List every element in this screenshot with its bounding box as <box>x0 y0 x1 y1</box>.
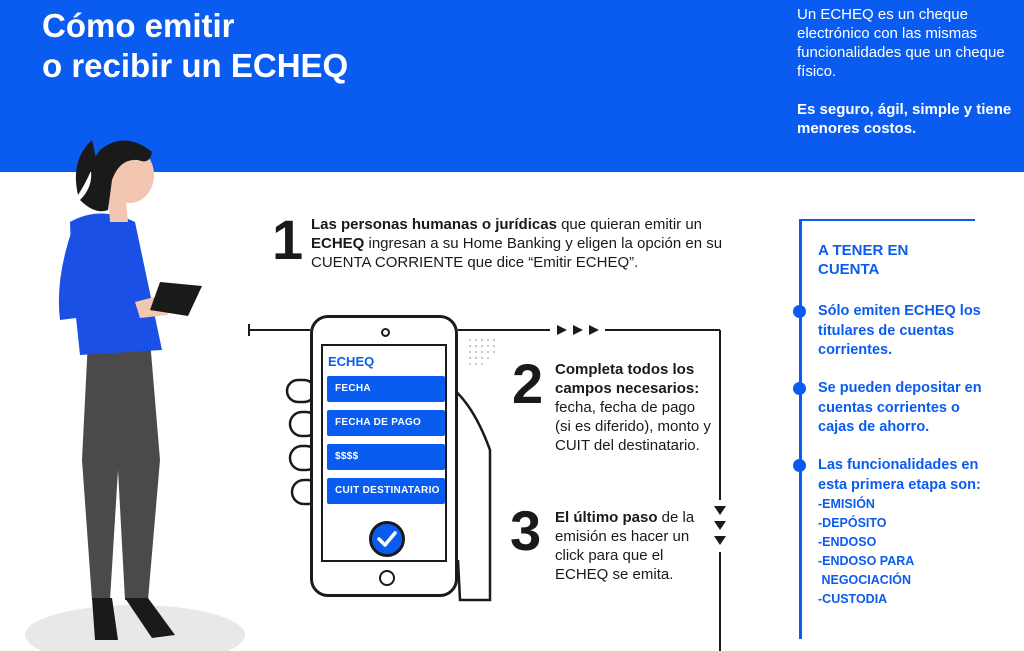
bullet-icon <box>793 459 806 472</box>
sidebar-item-3 <box>818 456 988 609</box>
field-fecha[interactable]: FECHA <box>327 376 445 402</box>
sidebar-item-3-text: Las funcionalidades en esta primera etapa son: <box>818 457 981 493</box>
title-line-2: o recibir un ECHEQ <box>42 47 349 84</box>
sub-item: -ENDOSO PARA <box>818 554 915 568</box>
step-2-text <box>555 360 715 455</box>
sub-item: -EMISIÓN <box>818 497 875 511</box>
phone-home-button-icon <box>379 570 395 586</box>
step-2-number: 2 <box>512 352 544 415</box>
check-icon <box>372 524 402 554</box>
sub-item: -CUSTODIA <box>818 592 888 606</box>
field-cuit-destinatario[interactable]: CUIT DESTINATARIO <box>327 478 445 504</box>
step-1-text-a: que quieran emitir un <box>556 216 703 233</box>
sub-item: -DEPÓSITO <box>818 516 887 530</box>
arrow-down-icon <box>714 536 726 545</box>
sidebar-title: A TENER EN CUENTA <box>818 242 909 278</box>
sub-item: NEGOCIACIÓN <box>818 573 912 587</box>
arrow-down-icon <box>714 506 726 515</box>
title-line-1: Cómo emitir <box>42 7 235 44</box>
step-1-text-b: ingresan a su Home Banking y eligen la opción en su CUENTA CORRIENTE que dice “Emitir ECHEQ”. <box>311 235 723 271</box>
phone-screen <box>321 344 447 562</box>
step-2-bold: Completa todos los campos necesarios: <box>555 361 700 397</box>
sidebar-item-1: Sólo emiten ECHEQ los titulares de cuentas corrientes. <box>818 303 981 358</box>
intro-highlight: Es seguro, ágil, simple y tiene menores costos. <box>797 101 1012 137</box>
arrow-right-icon <box>573 325 583 335</box>
sidebar-item-2: Se pueden depositar en cuentas corrientes o cajas de ahorro. <box>818 380 982 435</box>
step-2-body: fecha, fecha de pago (si es diferido), monto y CUIT del destinatario. <box>555 399 711 454</box>
step-1-bold: Las personas humanas o jurídicas <box>311 216 557 233</box>
intro-text: Un ECHEQ es un cheque electrónico con las mismas funcionalidades que un cheque físico. <box>797 6 1005 80</box>
sub-item: -ENDOSO <box>818 535 877 549</box>
app-title: ECHEQ <box>328 354 375 369</box>
step-3-body: de la emisión es hacer un click para que el ECHEQ se emita. <box>555 509 695 583</box>
step-3-bold: El último paso <box>555 509 658 526</box>
step-1-bold-2: ECHEQ <box>311 235 365 252</box>
step-1-number: 1 <box>272 208 304 271</box>
confirm-button[interactable] <box>369 521 405 557</box>
step-3-number: 3 <box>510 499 542 562</box>
bullet-icon <box>793 305 806 318</box>
step-1-text <box>311 215 731 272</box>
phone-illustration <box>310 315 458 597</box>
woman-illustration <box>0 130 260 651</box>
phone-camera-icon <box>381 328 390 337</box>
page-title <box>42 6 348 86</box>
field-monto[interactable]: $$$$ <box>327 444 445 470</box>
arrow-right-icon <box>589 325 599 335</box>
field-fecha-de-pago[interactable]: FECHA DE PAGO <box>327 410 445 436</box>
step-3-text <box>555 508 705 584</box>
bullet-icon <box>793 382 806 395</box>
arrow-down-icon <box>714 521 726 530</box>
arrow-right-icon <box>557 325 567 335</box>
